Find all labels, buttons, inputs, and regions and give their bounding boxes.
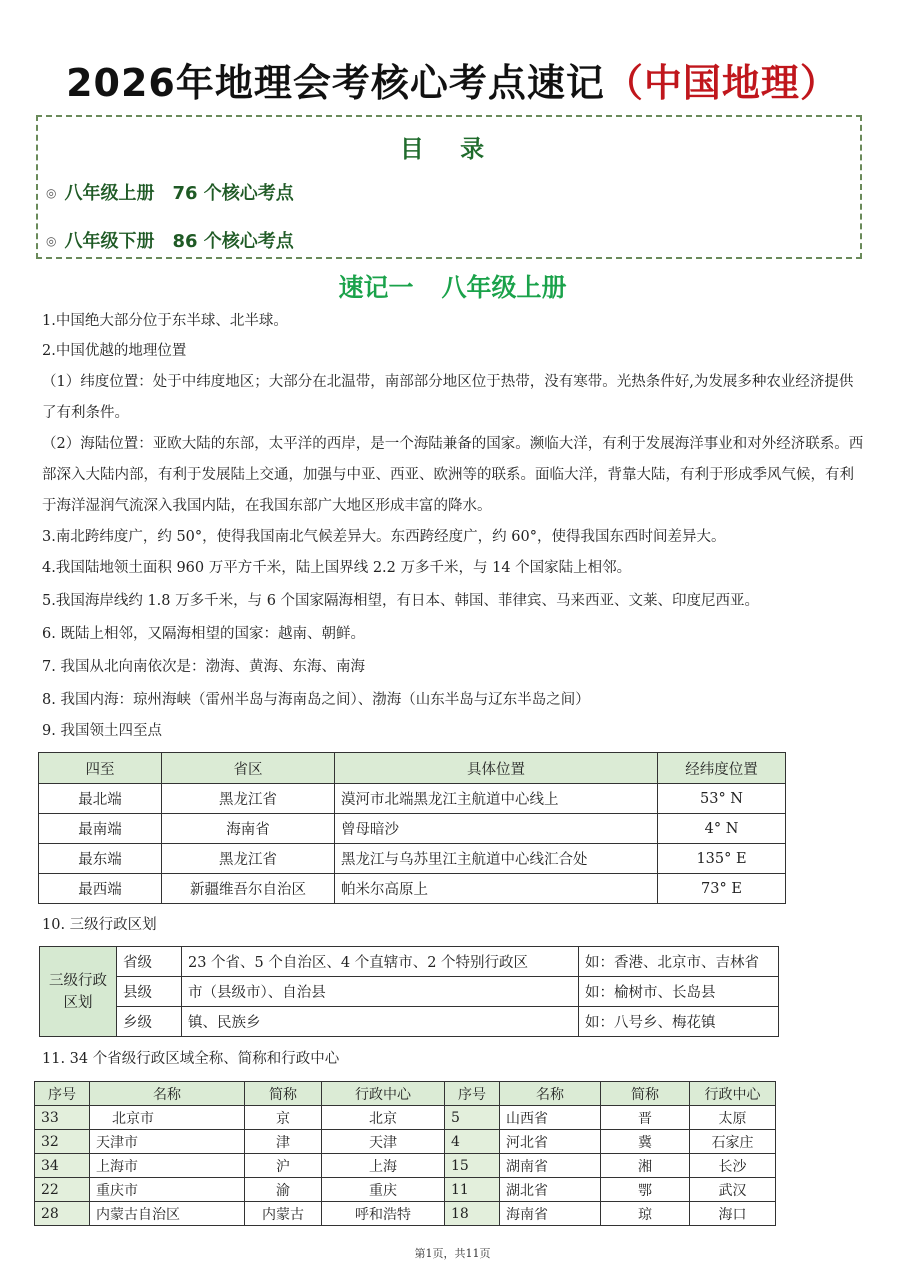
table-row xyxy=(35,1202,776,1226)
column-header: 序号 xyxy=(35,1082,90,1106)
cell: 琼 xyxy=(601,1202,690,1226)
cell: 73° E xyxy=(658,874,786,904)
cell: 如：榆树市、长岛县 xyxy=(579,977,779,1007)
section-part2: 八年级上册 xyxy=(441,273,567,302)
point-10: 10. 三级行政区划 xyxy=(42,917,157,933)
admin-division-table xyxy=(39,946,779,1037)
cell: 天津 xyxy=(322,1130,445,1154)
table-row xyxy=(40,947,779,977)
cell: 黑龙江与乌苏里江主航道中心线汇合处 xyxy=(335,844,658,874)
toc-title: 目 录 xyxy=(399,135,499,163)
column-header: 名称 xyxy=(90,1082,245,1106)
cell: 重庆 xyxy=(322,1178,445,1202)
cell: 53° N xyxy=(658,784,786,814)
cell: 太原 xyxy=(690,1106,776,1130)
cell: 石家庄 xyxy=(690,1130,776,1154)
cell: 4° N xyxy=(658,814,786,844)
column-header: 行政中心 xyxy=(322,1082,445,1106)
column-header: 简称 xyxy=(245,1082,322,1106)
page-title xyxy=(0,52,905,107)
cell: 省级 xyxy=(117,947,182,977)
cell: 湖北省 xyxy=(500,1178,601,1202)
cell: 长沙 xyxy=(690,1154,776,1178)
point-2-2: （2）海陆位置：亚欧大陆的东部，太平洋的西岸，是一个海陆兼备的国家。濒临大洋，有利于发展海洋事业和对外经济联系。西部深入大陆内部，有利于发展陆上交通，加强与中亚、西亚、欧洲等的联系。面临大洋，背靠大陆，有利于形成季风气候，有利于海洋湿润气流深入我国内陆，在我国东部广大地区形成丰富的降水。 xyxy=(42,436,864,514)
cell: 最东端 xyxy=(39,844,162,874)
point-7: 7. 我国从北向南依次是：渤海、黄海、东海、南海 xyxy=(42,659,365,675)
point-5: 5.我国海岸线约 1.8 万多千米，与 6 个国家隔海相望，有日本、韩国、菲律宾、马来西亚、文莱、印度尼西亚。 xyxy=(42,593,760,609)
extremes-table xyxy=(38,752,786,904)
cell: 上海市 xyxy=(90,1154,245,1178)
cell: 22 xyxy=(35,1178,90,1202)
cell: 市（县级市）、自治县 xyxy=(182,977,579,1007)
cell: 北京市 xyxy=(90,1106,245,1130)
column-header: 序号 xyxy=(445,1082,500,1106)
toc-item-count: 86 个核心考点 xyxy=(172,231,294,252)
cell: 海口 xyxy=(690,1202,776,1226)
cell: 渝 xyxy=(245,1178,322,1202)
title-highlight: （中国地理） xyxy=(604,61,839,105)
cell: 最西端 xyxy=(39,874,162,904)
point-2: 2.中国优越的地理位置 xyxy=(42,343,187,359)
point-8: 8. 我国内海：琼州海峡（雷州半岛与海南岛之间）、渤海（山东半岛与辽东半岛之间） xyxy=(42,692,590,708)
table-row xyxy=(35,1154,776,1178)
cell: 曾母暗沙 xyxy=(335,814,658,844)
cell: 漠河市北端黑龙江主航道中心线上 xyxy=(335,784,658,814)
cell: 津 xyxy=(245,1130,322,1154)
column-header: 四至 xyxy=(39,753,162,784)
cell: 呼和浩特 xyxy=(322,1202,445,1226)
point-9: 9. 我国领土四至点 xyxy=(42,723,162,739)
cell: 京 xyxy=(245,1106,322,1130)
cell: 15 xyxy=(445,1154,500,1178)
toc-item[interactable] xyxy=(46,227,294,253)
cell: 新疆维吾尔自治区 xyxy=(162,874,335,904)
merged-label: 三级行政区划 xyxy=(40,947,117,1037)
cell: 冀 xyxy=(601,1130,690,1154)
column-header: 名称 xyxy=(500,1082,601,1106)
cell: 河北省 xyxy=(500,1130,601,1154)
table-row xyxy=(39,844,786,874)
cell: 海南省 xyxy=(162,814,335,844)
cell: 最南端 xyxy=(39,814,162,844)
cell: 11 xyxy=(445,1178,500,1202)
cell: 沪 xyxy=(245,1154,322,1178)
cell: 武汉 xyxy=(690,1178,776,1202)
table-row xyxy=(39,784,786,814)
cell: 鄂 xyxy=(601,1178,690,1202)
cell: 乡级 xyxy=(117,1007,182,1037)
section-heading xyxy=(0,268,905,304)
page-footer: 第1页，共11页 xyxy=(414,1247,491,1260)
cell: 最北端 xyxy=(39,784,162,814)
province-table xyxy=(34,1081,776,1226)
column-header: 经纬度位置 xyxy=(658,753,786,784)
cell: 海南省 xyxy=(500,1202,601,1226)
cell: 如：香港、北京市、吉林省 xyxy=(579,947,779,977)
table-row xyxy=(39,814,786,844)
cell: 湖南省 xyxy=(500,1154,601,1178)
bullet-icon: ◎ xyxy=(46,234,57,248)
cell: 18 xyxy=(445,1202,500,1226)
table-row xyxy=(40,977,779,1007)
toc-item-label: 八年级上册 xyxy=(64,183,155,204)
toc-item-label: 八年级下册 xyxy=(64,231,155,252)
cell: 晋 xyxy=(601,1106,690,1130)
point-4: 4.我国陆地领土面积 960 万平方千米，陆上国界线 2.2 万多千米，与 14 个国家陆上相邻。 xyxy=(42,560,632,576)
cell: 如：八号乡、梅花镇 xyxy=(579,1007,779,1037)
point-3: 3.南北跨纬度广，约 50°，使得我国南北气候差异大。东西跨经度广，约 60°，使得我国东西时间差异大。 xyxy=(42,529,726,545)
cell: 28 xyxy=(35,1202,90,1226)
cell: 上海 xyxy=(322,1154,445,1178)
table-row xyxy=(35,1106,776,1130)
cell: 黑龙江省 xyxy=(162,844,335,874)
toc-item[interactable] xyxy=(46,179,294,205)
column-header: 省区 xyxy=(162,753,335,784)
cell: 重庆市 xyxy=(90,1178,245,1202)
table-row xyxy=(35,1178,776,1202)
table-header-row xyxy=(35,1082,776,1106)
bullet-icon: ◎ xyxy=(46,186,57,200)
cell: 湘 xyxy=(601,1154,690,1178)
cell: 5 xyxy=(445,1106,500,1130)
section-part1: 速记一 xyxy=(338,273,414,302)
cell: 33 xyxy=(35,1106,90,1130)
column-header: 行政中心 xyxy=(690,1082,776,1106)
cell: 内蒙古自治区 xyxy=(90,1202,245,1226)
table-row xyxy=(40,1007,779,1037)
point-6: 6. 既陆上相邻，又隔海相望的国家：越南、朝鲜。 xyxy=(42,626,365,642)
toc-item-count: 76 个核心考点 xyxy=(172,183,294,204)
cell: 34 xyxy=(35,1154,90,1178)
cell: 黑龙江省 xyxy=(162,784,335,814)
column-header: 简称 xyxy=(601,1082,690,1106)
cell: 内蒙古 xyxy=(245,1202,322,1226)
cell: 山西省 xyxy=(500,1106,601,1130)
cell: 32 xyxy=(35,1130,90,1154)
cell: 135° E xyxy=(658,844,786,874)
table-row xyxy=(39,874,786,904)
cell: 天津市 xyxy=(90,1130,245,1154)
point-11: 11. 34 个省级行政区域全称、简称和行政中心 xyxy=(42,1051,340,1067)
cell: 北京 xyxy=(322,1106,445,1130)
cell: 县级 xyxy=(117,977,182,1007)
cell: 帕米尔高原上 xyxy=(335,874,658,904)
title-main: 2026年地理会考核心考点速记 xyxy=(66,61,605,105)
cell: 4 xyxy=(445,1130,500,1154)
point-1: 1.中国绝大部分位于东半球、北半球。 xyxy=(42,313,288,329)
table-row xyxy=(35,1130,776,1154)
table-of-contents xyxy=(36,115,862,259)
cell: 镇、民族乡 xyxy=(182,1007,579,1037)
table-header-row xyxy=(39,753,786,784)
column-header: 具体位置 xyxy=(335,753,658,784)
point-2-1: （1）纬度位置：处于中纬度地区；大部分在北温带，南部部分地区位于热带，没有寒带。光热条件好,为发展多种农业经济提供了有利条件。 xyxy=(42,374,854,421)
cell: 23 个省、5 个自治区、4 个直辖市、2 个特别行政区 xyxy=(182,947,579,977)
